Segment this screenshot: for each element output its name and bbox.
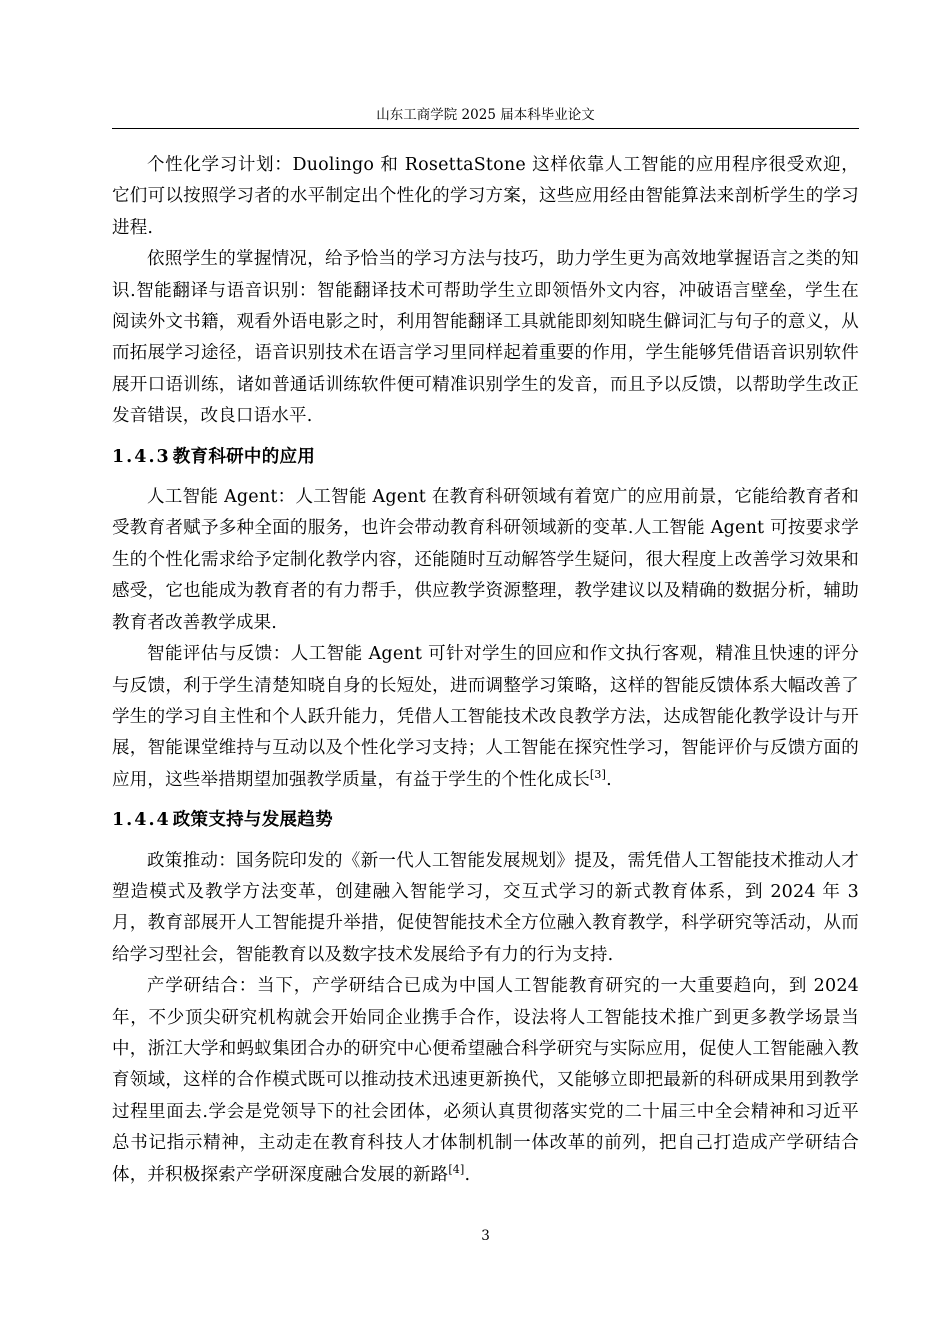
paragraph-personalized-learning: 个性化学习计划：Duolingo 和 RosettaStone 这样依靠人工智能的应用程序很受欢迎，它们可以按照学习者的水平制定出个性化的学习方案，这些应用经由智能算法来剖析学生的学习进程. bbox=[112, 155, 859, 238]
section-heading-1-4-3 bbox=[112, 433, 859, 482]
paragraph-text: 产学研结合：当下，产学研结合已成为中国人工智能教育研究的一大重要趋向，到 2024 年，不少顶尖研究机构就会开始同企业携手合作，设法将人工智能技术推广到更多教学场景当中，浙江大学和蚂蚁集团合办的研究中心便希望融合科学研究与实际应用，促使人工智能融入教育领域，这样的合作模式既可以推动技术迅速更新换代，又能够立即把最新的科研成果用到教学过程里面去.学会是党领导下的社会团体，必须认真贯彻落实党的二十届三中全会精神和习近平总书记指示精神，主动走在教育科技人才体制机制一体改革的前列，把自己打造成产学研结合体，并积极探索产学研深度融合发展的新路 bbox=[112, 976, 859, 1185]
end-punctuation: . bbox=[464, 1164, 471, 1185]
section-title: 教育科研中的应用 bbox=[172, 446, 316, 467]
paragraph-translation-speech: 依照学生的掌握情况，给予恰当的学习方法与技巧，助力学生更为高效地掌握语言之类的知识.智能翻译与语音识别：智能翻译技术可帮助学生立即领悟外文内容，冲破语言壁垒，学生在阅读外文书籍，观看外语电影之时，利用智能翻译工具就能即刻知晓生僻词汇与句子的意义，从而拓展学习途径，语音识别技术在语言学习里同样起着重要的作用，学生能够凭借语音识别软件展开口语训练，诸如普通话训练软件便可精准识别学生的发音，而且予以反馈，以帮助学生改正发音错误，改良口语水平. bbox=[112, 249, 859, 427]
paragraph-industry-research bbox=[112, 971, 859, 1191]
section-title: 政策支持与发展趋势 bbox=[172, 810, 333, 831]
page-number: 3 bbox=[481, 1228, 490, 1244]
citation-marker: [3] bbox=[589, 767, 607, 781]
citation-marker: [4] bbox=[448, 1162, 465, 1176]
section-number: 1.4.3 bbox=[112, 446, 171, 467]
section-number: 1.4.4 bbox=[112, 810, 171, 831]
body-text bbox=[112, 150, 859, 1191]
running-header: 山东工商学院 2025 届本科毕业论文 bbox=[376, 107, 595, 123]
paragraph-ai-agent: 人工智能 Agent：人工智能 Agent 在教育科研领域有着宽广的应用前景，它能给教育者和受教育者赋予多种全面的服务，也许会带动教育科研领域新的变革.人工智能 Agent 可按要求学生的个性化需求给予定制化教学内容，还能随时互动解答学生疑问，很大程度上改善学习效果和感受，它也能成为教育者的有力帮手，供应教学资源整理，教学建议以及精确的数据分析，辅助教育者改善教学成果. bbox=[112, 487, 859, 633]
paragraph-policy: 政策推动：国务院印发的《新一代人工智能发展规划》提及，需凭借人工智能技术推动人才塑造模式及教学方法变革，创建融入智能学习，交互式学习的新式教育体系，到 2024 年 3 月，教育部展开人工智能提升举措，促使智能技术全方位融入教育教学，科学研究等活动，从而给学习型社会，智能教育以及数字技术发展给予有力的行为支持. bbox=[112, 850, 859, 965]
end-punctuation: . bbox=[606, 769, 612, 790]
paragraph-evaluation-feedback bbox=[112, 639, 859, 796]
paragraph-text: 智能评估与反馈：人工智能 Agent 可针对学生的回应和作文执行客观，精准且快速的评分与反馈，利于学生清楚知晓自身的长短处，进而调整学习策略，这样的智能反馈体系大幅改善了学生的学习自主性和个人跃升能力，凭借人工智能技术改良教学方法，达成智能化教学设计与开展，智能课堂维持与互动以及个性化学习支持；人工智能在探究性学习，智能评价与反馈方面的应用，这些举措期望加强教学质量，有益于学生的个性化成长 bbox=[112, 644, 859, 790]
section-heading-1-4-4 bbox=[112, 796, 859, 845]
header-rule bbox=[112, 128, 859, 129]
